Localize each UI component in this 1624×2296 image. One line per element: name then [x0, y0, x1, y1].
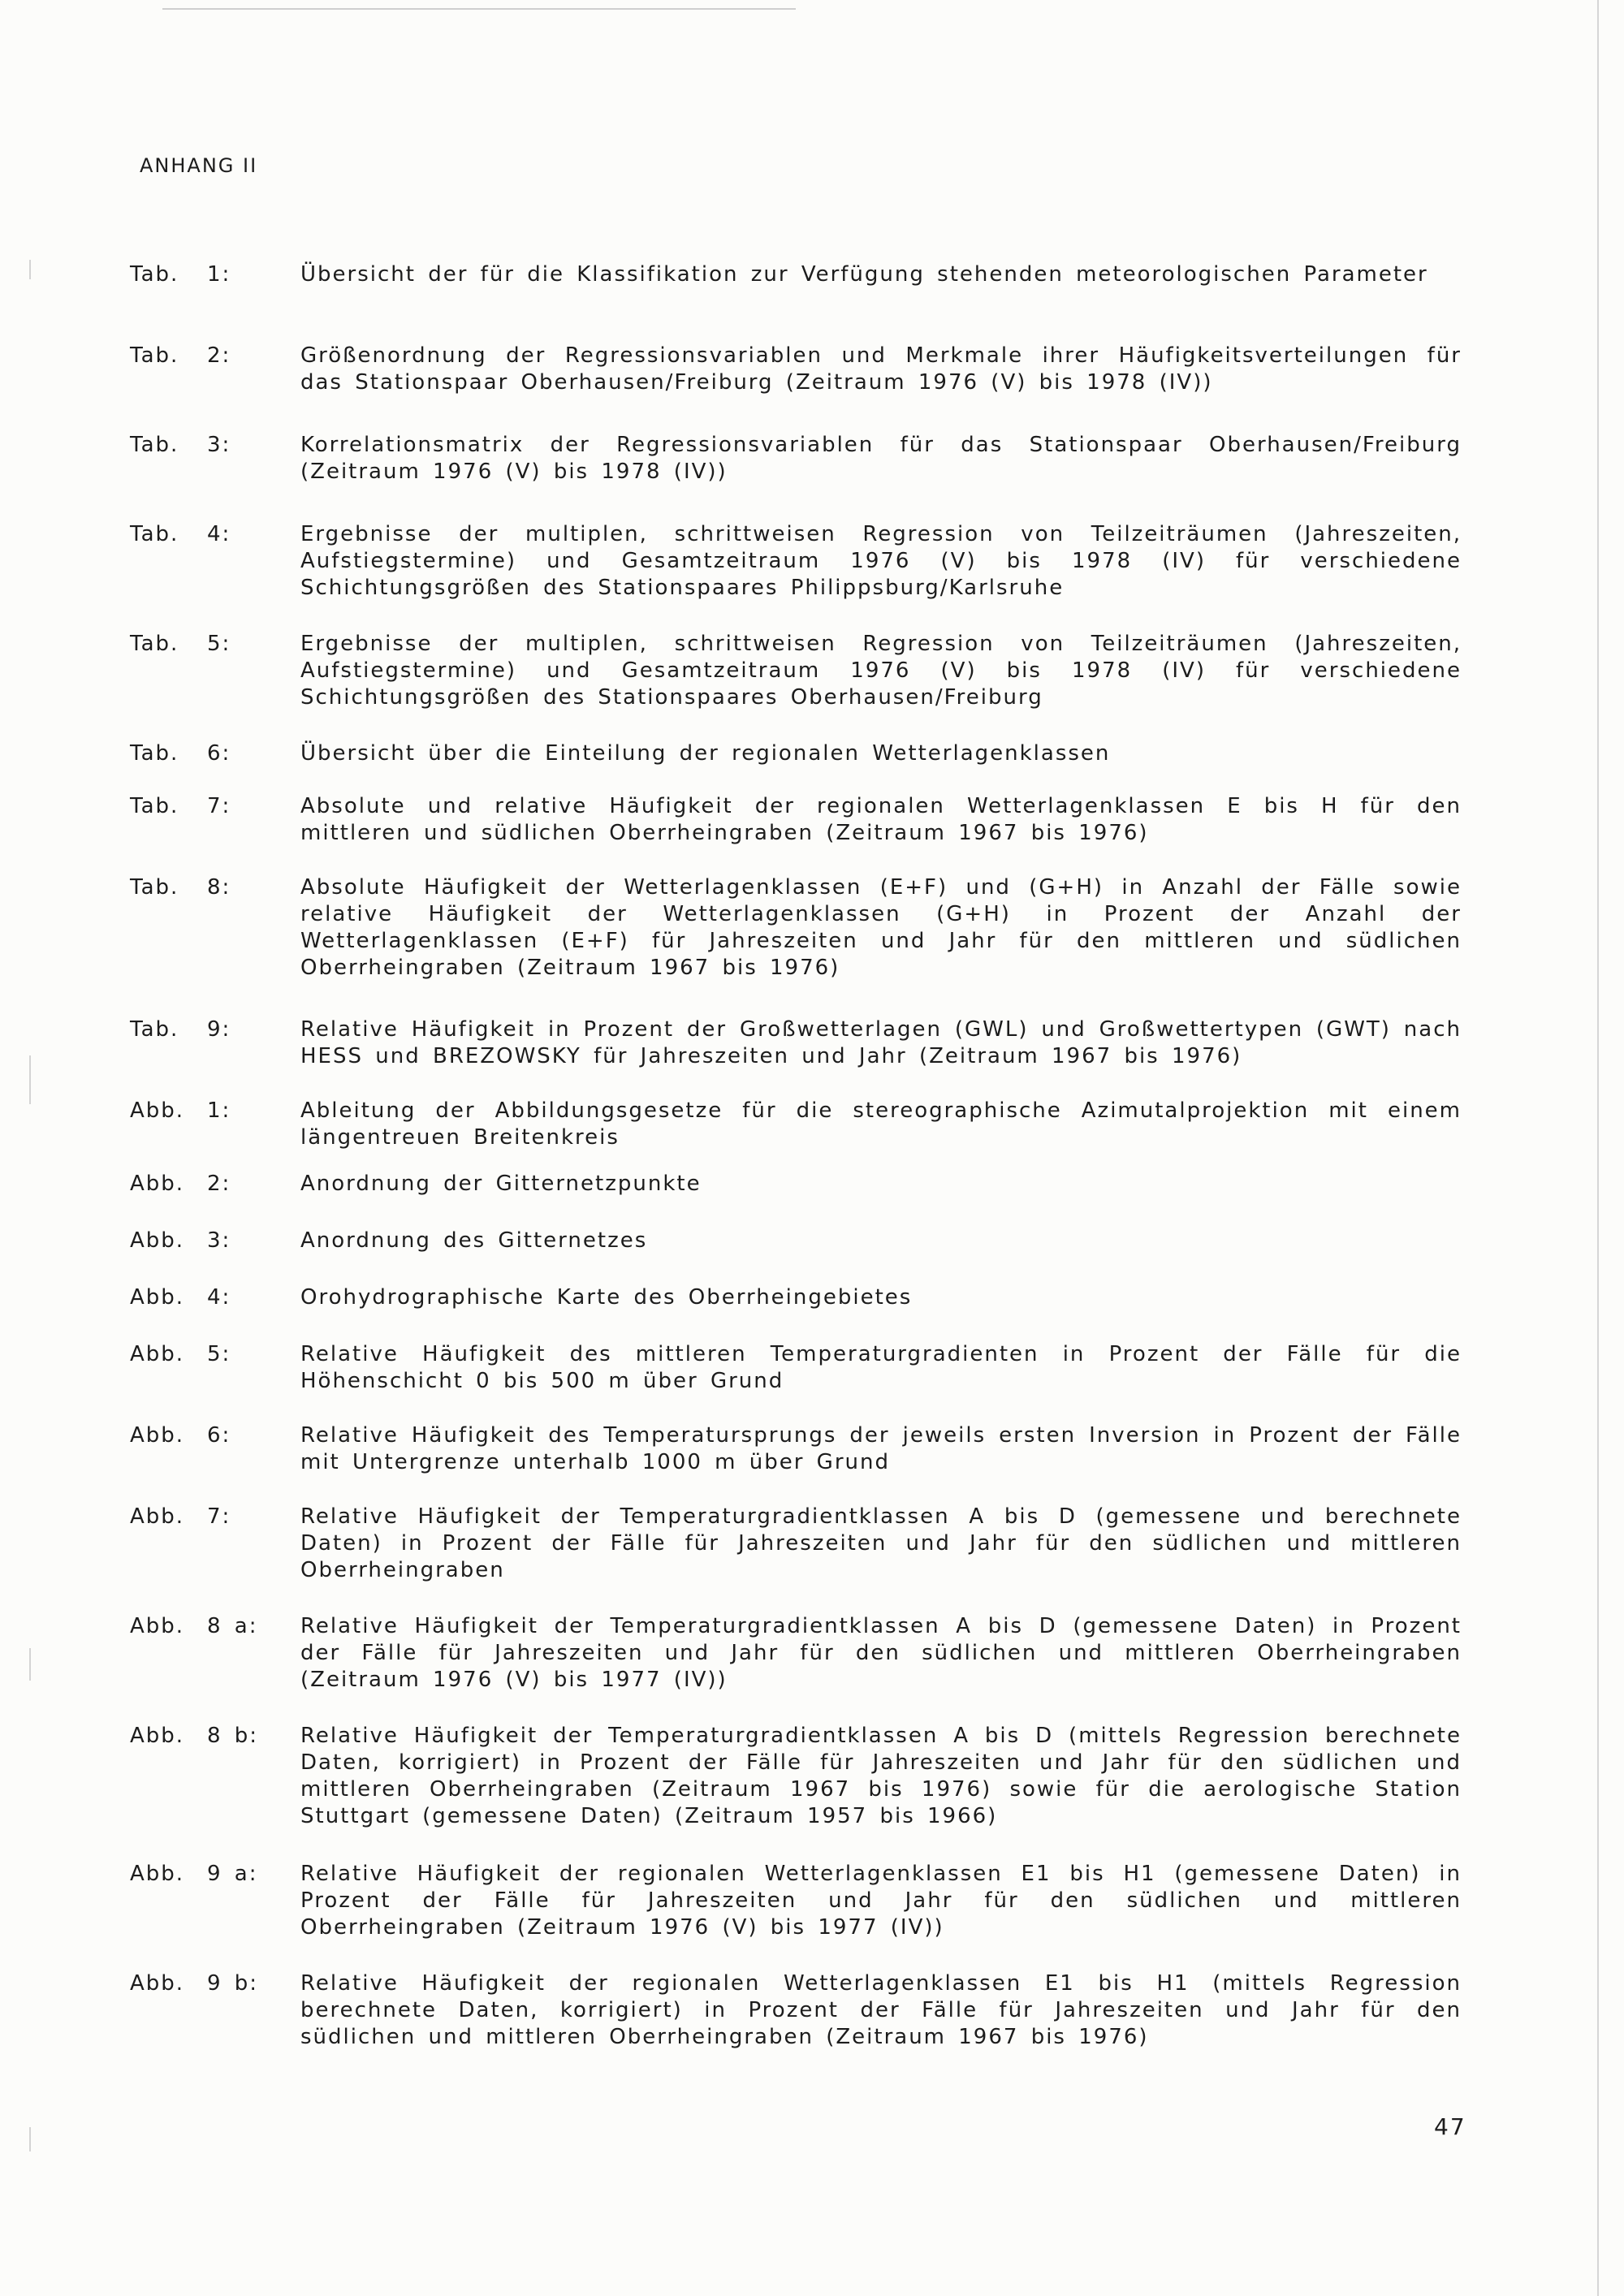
entry-label	[130, 740, 300, 767]
index-entry	[130, 1016, 1462, 1070]
index-entry	[130, 1284, 1462, 1311]
scan-artifact-left-mark	[29, 1648, 31, 1681]
entry-description: Relative Häufigkeit der Temperaturgradientklassen A bis D (mittels Regression berechnete Daten, korrigiert) in Prozent der Fälle für Jahreszeiten und Jahr für den südlichen und mittleren Oberrheingraben (Zeitraum 1967 bis 1976) sowie für die aerologische Station Stuttgart (gemessene Daten) (Zeitraum 1957 bis 1966)	[300, 1724, 1462, 1828]
entry-kind: Tab.	[130, 1017, 179, 1042]
entry-number: 1:	[207, 262, 231, 287]
entry-label	[130, 343, 300, 369]
entry-description: Ergebnisse der multiplen, schrittweisen Regression von Teilzeiträumen (Jahreszeiten, Aufstiegstermine) und Gesamtzeitraum 1976 (V) bis 1978 (IV) für verschiedene Schichtungsgrößen des Stationspaares Oberhausen/Freiburg	[300, 632, 1462, 710]
entry-description: Relative Häufigkeit in Prozent der Großwetterlagen (GWL) und Großwettertypen (GWT) nach HESS und BREZOWSKY für Jahreszeiten und Jahr (Zeitraum 1967 bis 1976)	[300, 1017, 1462, 1068]
page-number: 47	[1434, 2113, 1466, 2140]
entry-label	[130, 1861, 300, 1888]
entry-label	[130, 631, 300, 658]
entry-description: Relative Häufigkeit der regionalen Wetterlagenklassen E1 bis H1 (mittels Regression berechnete Daten, korrigiert) in Prozent der Fälle für Jahreszeiten und Jahr für den südlichen und mittleren Oberrheingraben (Zeitraum 1967 bis 1976)	[300, 1971, 1462, 2049]
entry-label	[130, 1171, 300, 1198]
entry-kind: Abb.	[130, 1614, 185, 1638]
entry-number: 8:	[207, 875, 231, 900]
entry-description: Relative Häufigkeit der Temperaturgradientklassen A bis D (gemessene und berechnete Daten) in Prozent der Fälle für Jahreszeiten und Jahr für den südlichen und mittleren Oberrheingraben	[300, 1504, 1462, 1582]
entry-label	[130, 1341, 300, 1368]
index-entry	[130, 261, 1462, 288]
entry-kind: Tab.	[130, 632, 179, 656]
entry-kind: Abb.	[130, 1098, 185, 1123]
index-entry	[130, 1861, 1462, 1941]
index-entry	[130, 432, 1462, 486]
entry-label	[130, 1016, 300, 1043]
entry-number: 9 b:	[207, 1971, 259, 1996]
index-entry	[130, 740, 1462, 767]
entry-description: Relative Häufigkeit des Temperatursprungs der jeweils ersten Inversion in Prozent der Fälle mit Untergrenze unterhalb 1000 m über Grund	[300, 1423, 1462, 1474]
index-entry	[130, 793, 1462, 847]
index-entry	[130, 1613, 1462, 1694]
entry-description: Übersicht der für die Klassifikation zur Verfügung stehenden meteorologischen Parameter	[300, 262, 1428, 287]
entry-kind: Tab.	[130, 433, 179, 457]
entry-description: Korrelationsmatrix der Regressionsvariablen für das Stationspaar Oberhausen/Freiburg (Zeitraum 1976 (V) bis 1978 (IV))	[300, 433, 1462, 484]
scan-artifact-right-edge	[1597, 0, 1599, 2296]
entry-label	[130, 432, 300, 459]
index-entry	[130, 1228, 1462, 1254]
index-entry	[130, 631, 1462, 711]
entry-number: 7:	[207, 1504, 231, 1529]
entry-description: Relative Häufigkeit der regionalen Wetterlagenklassen E1 bis H1 (gemessene Daten) in Prozent der Fälle für Jahreszeiten und Jahr für den südlichen und mittleren Oberrheingraben (Zeitraum 1976 (V) bis 1977 (IV))	[300, 1862, 1462, 1940]
index-entry	[130, 874, 1462, 982]
figure-table-index	[130, 261, 1462, 2088]
entry-number: 1:	[207, 1098, 231, 1123]
entry-description: Relative Häufigkeit des mittleren Temperaturgradienten in Prozent der Fälle für die Höhenschicht 0 bis 500 m über Grund	[300, 1342, 1462, 1393]
entry-number: 3:	[207, 433, 231, 457]
entry-number: 8 b:	[207, 1724, 259, 1748]
entry-number: 2:	[207, 343, 231, 368]
entry-kind: Abb.	[130, 1228, 185, 1253]
entry-description: Ergebnisse der multiplen, schrittweisen Regression von Teilzeiträumen (Jahreszeiten, Aufstiegstermine) und Gesamtzeitraum 1976 (V) bis 1978 (IV) für verschiedene Schichtungsgrößen des Stationspaares Philippsburg/Karlsruhe	[300, 522, 1462, 600]
entry-number: 5:	[207, 1342, 231, 1366]
index-entry	[130, 1723, 1462, 1830]
entry-number: 5:	[207, 632, 231, 656]
entry-kind: Abb.	[130, 1285, 185, 1310]
entry-label	[130, 793, 300, 820]
entry-kind: Tab.	[130, 262, 179, 287]
index-entry	[130, 1341, 1462, 1395]
entry-label	[130, 1228, 300, 1254]
entry-label	[130, 521, 300, 548]
entry-number: 3:	[207, 1228, 231, 1253]
entry-kind: Tab.	[130, 522, 179, 546]
entry-kind: Abb.	[130, 1504, 185, 1529]
entry-description: Anordnung des Gitternetzes	[300, 1228, 648, 1253]
scan-artifact-left-mark	[29, 2127, 31, 2151]
entry-label	[130, 874, 300, 901]
index-entry	[130, 521, 1462, 602]
entry-description: Ableitung der Abbildungsgesetze für die stereographische Azimutalprojektion mit einem längentreuen Breitenkreis	[300, 1098, 1462, 1150]
entry-kind: Tab.	[130, 343, 179, 368]
entry-description: Größenordnung der Regressionsvariablen und Merkmale ihrer Häufigkeitsverteilungen für das Stationspaar Oberhausen/Freiburg (Zeitraum 1976 (V) bis 1978 (IV))	[300, 343, 1462, 395]
entry-label	[130, 1723, 300, 1750]
entry-label	[130, 1098, 300, 1124]
entry-label	[130, 1422, 300, 1449]
entry-kind: Tab.	[130, 794, 179, 818]
entry-kind: Tab.	[130, 741, 179, 766]
entry-label	[130, 1504, 300, 1530]
entry-number: 4:	[207, 522, 231, 546]
entry-description: Relative Häufigkeit der Temperaturgradientklassen A bis D (gemessene Daten) in Prozent der Fälle für Jahreszeiten und Jahr für den südlichen und mittleren Oberrheingraben (Zeitraum 1976 (V) bis 1977 (IV))	[300, 1614, 1462, 1692]
index-entry	[130, 1422, 1462, 1476]
entry-description: Orohydrographische Karte des Oberrheingebietes	[300, 1285, 913, 1310]
entry-description: Absolute und relative Häufigkeit der regionalen Wetterlagenklassen E bis H für den mittleren und südlichen Oberrheingraben (Zeitraum 1967 bis 1976)	[300, 794, 1462, 845]
entry-number: 9 a:	[207, 1862, 258, 1886]
scan-artifact-top-rule	[162, 8, 796, 10]
scan-artifact-left-mark	[29, 1055, 31, 1104]
entry-kind: Abb.	[130, 1172, 185, 1196]
entry-description: Anordnung der Gitternetzpunkte	[300, 1172, 702, 1196]
entry-kind: Abb.	[130, 1423, 185, 1448]
entry-kind: Abb.	[130, 1971, 185, 1996]
entry-kind: Abb.	[130, 1724, 185, 1748]
entry-number: 6:	[207, 1423, 231, 1448]
entry-number: 9:	[207, 1017, 231, 1042]
scan-artifact-left-mark	[29, 260, 31, 279]
entry-number: 2:	[207, 1172, 231, 1196]
entry-kind: Abb.	[130, 1862, 185, 1886]
entry-number: 4:	[207, 1285, 231, 1310]
entry-label	[130, 261, 300, 288]
entry-number: 8 a:	[207, 1614, 258, 1638]
entry-number: 6:	[207, 741, 231, 766]
index-entry	[130, 343, 1462, 396]
entry-description: Absolute Häufigkeit der Wetterlagenklassen (E+F) und (G+H) in Anzahl der Fälle sowie relative Häufigkeit der Wetterlagenklassen (G+H) in Prozent der Anzahl der Wetterlagenklassen (E+F) für Jahreszeiten und Jahr für den mittleren und südlichen Oberrheingraben (Zeitraum 1967 bis 1976)	[300, 875, 1462, 980]
index-entry	[130, 1970, 1462, 2051]
entry-kind: Tab.	[130, 875, 179, 900]
entry-kind: Abb.	[130, 1342, 185, 1366]
index-entry	[130, 1171, 1462, 1198]
entry-description: Übersicht über die Einteilung der regionalen Wetterlagenklassen	[300, 741, 1111, 766]
entry-number: 7:	[207, 794, 231, 818]
entry-label	[130, 1284, 300, 1311]
index-entry	[130, 1098, 1462, 1151]
index-entry	[130, 1504, 1462, 1584]
appendix-heading: ANHANG II	[140, 154, 258, 177]
entry-label	[130, 1970, 300, 1997]
entry-label	[130, 1613, 300, 1640]
